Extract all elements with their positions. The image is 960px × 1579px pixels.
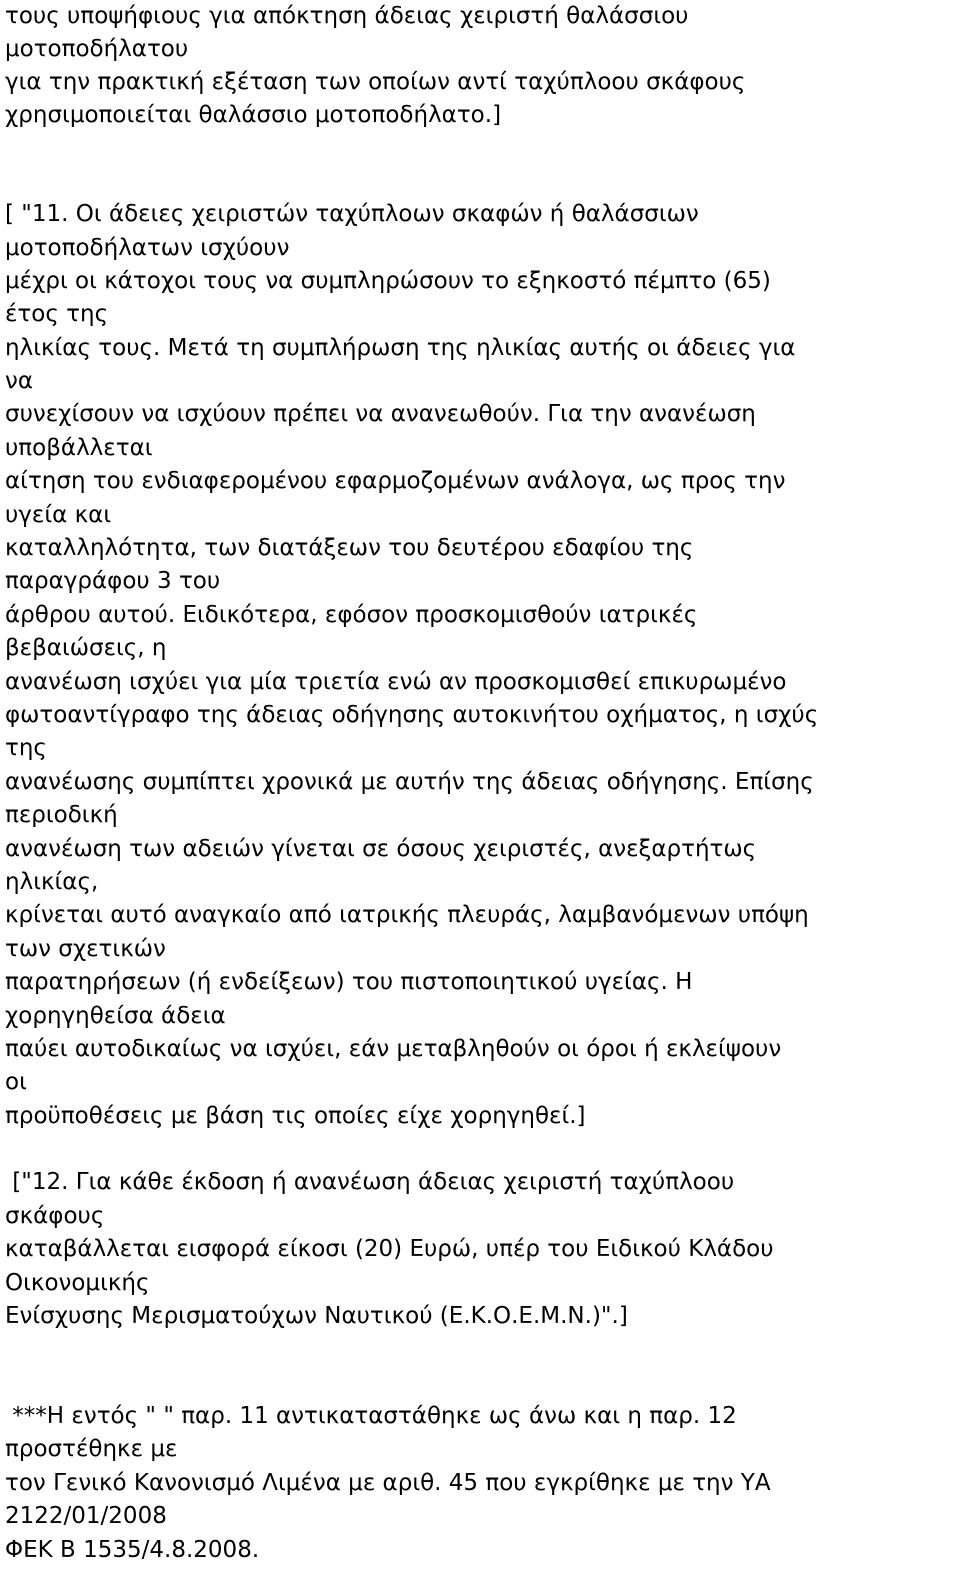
text-line: κρίνεται αυτό αναγκαίο από ιατρικής πλευράς, λαμβανόμενων υπόψη [5, 902, 809, 928]
text-line: της [5, 735, 47, 761]
footnote-line: τον Γενικό Κανονισμό Λιμένα με αριθ. 45 που εγκρίθηκε με την ΥΑ [5, 1470, 771, 1496]
text-line: άρθρου αυτού. Ειδικότερα, εφόσον προσκομισθούν ιατρικές [5, 602, 698, 628]
text-line: μέχρι οι κάτοχοι τους να συμπληρώσουν το εξηκοστό πέμπτο (65) [5, 268, 771, 294]
text-line: παρατηρήσεων (ή ενδείξεων) του πιστοποιητικού υγείας. Η [5, 969, 693, 995]
text-line: υποβάλλεται [5, 435, 153, 461]
text-line: ηλικίας τους. Μετά τη συμπλήρωση της ηλικίας αυτής οι άδειες για [5, 335, 796, 361]
text-line: ανανέωση ισχύει για μία τριετία ενώ αν προσκομισθεί επικυρωμένο [5, 669, 787, 695]
text-line: φωτοαντίγραφο της άδειας οδήγησης αυτοκινήτου οχήματος, η ισχύς [5, 702, 819, 728]
text-line: παύει αυτοδικαίως να ισχύει, εάν μεταβληθούν οι όροι ή εκλείψουν [5, 1036, 782, 1062]
text-line: προϋποθέσεις με βάση τις οποίες είχε χορηγηθεί.] [5, 1103, 586, 1129]
text-line: μοτοποδήλατου [5, 36, 189, 62]
text-line: μοτοποδήλατων ισχύουν [5, 235, 290, 261]
footnote-line: ***Η εντός " " παρ. 11 αντικαταστάθηκε ως άνω και η παρ. 12 [5, 1403, 737, 1429]
text-line: χορηγηθείσα άδεια [5, 1003, 226, 1029]
text-line: σκάφους [5, 1203, 105, 1229]
text-line: οι [5, 1069, 27, 1095]
text-line: αίτηση του ενδιαφερομένου εφαρμοζομένων ανάλογα, ως προς την [5, 468, 786, 494]
text-line: περιοδική [5, 802, 118, 828]
text-line: καταλληλότητα, των διατάξεων του δευτέρου εδαφίου της [5, 535, 694, 561]
footnote-line: ΦΕΚ Β 1535/4.8.2008. [5, 1537, 260, 1563]
text-line: παραγράφου 3 του [5, 568, 221, 594]
text-line: ["12. Για κάθε έκδοση ή ανανέωση άδειας χειριστή ταχύπλοου [5, 1169, 735, 1195]
footnote-line: 2122/01/2008 [5, 1503, 167, 1529]
text-line: Ενίσχυσης Μερισματούχων Ναυτικού (Ε.Κ.Ο.Ε.Μ.Ν.)".] [5, 1303, 628, 1329]
text-line: τους υποψήφιους για απόκτηση άδειας χειριστή θαλάσσιου [5, 3, 689, 29]
text-line: ανανέωσης συμπίπτει χρονικά με αυτήν της άδειας οδήγησης. Επίσης [5, 769, 814, 795]
text-line: συνεχίσουν να ισχύουν πρέπει να ανανεωθούν. Για την ανανέωση [5, 401, 756, 427]
text-line: ανανέωση των αδειών γίνεται σε όσους χειριστές, ανεξαρτήτως [5, 836, 757, 862]
text-line: υγεία και [5, 502, 112, 528]
text-line: των σχετικών [5, 936, 166, 962]
text-line: ηλικίας, [5, 869, 99, 895]
text-line: καταβάλλεται εισφορά είκοσι (20) Ευρώ, υπέρ του Ειδικού Κλάδου [5, 1236, 774, 1262]
text-line: για την πρακτική εξέταση των οποίων αντί ταχύπλοου σκάφους [5, 69, 746, 95]
text-line: Οικονομικής [5, 1270, 150, 1296]
text-line: [ "11. Οι άδειες χειριστών ταχύπλοων σκαφών ή θαλάσσιων [5, 201, 699, 227]
footnote-line: προστέθηκε με [5, 1436, 178, 1462]
text-line: να [5, 368, 34, 394]
text-line: βεβαιώσεις, η [5, 635, 167, 661]
text-line: χρησιμοποιείται θαλάσσιο μοτοποδήλατο.] [5, 102, 502, 128]
text-line: έτος της [5, 301, 109, 327]
